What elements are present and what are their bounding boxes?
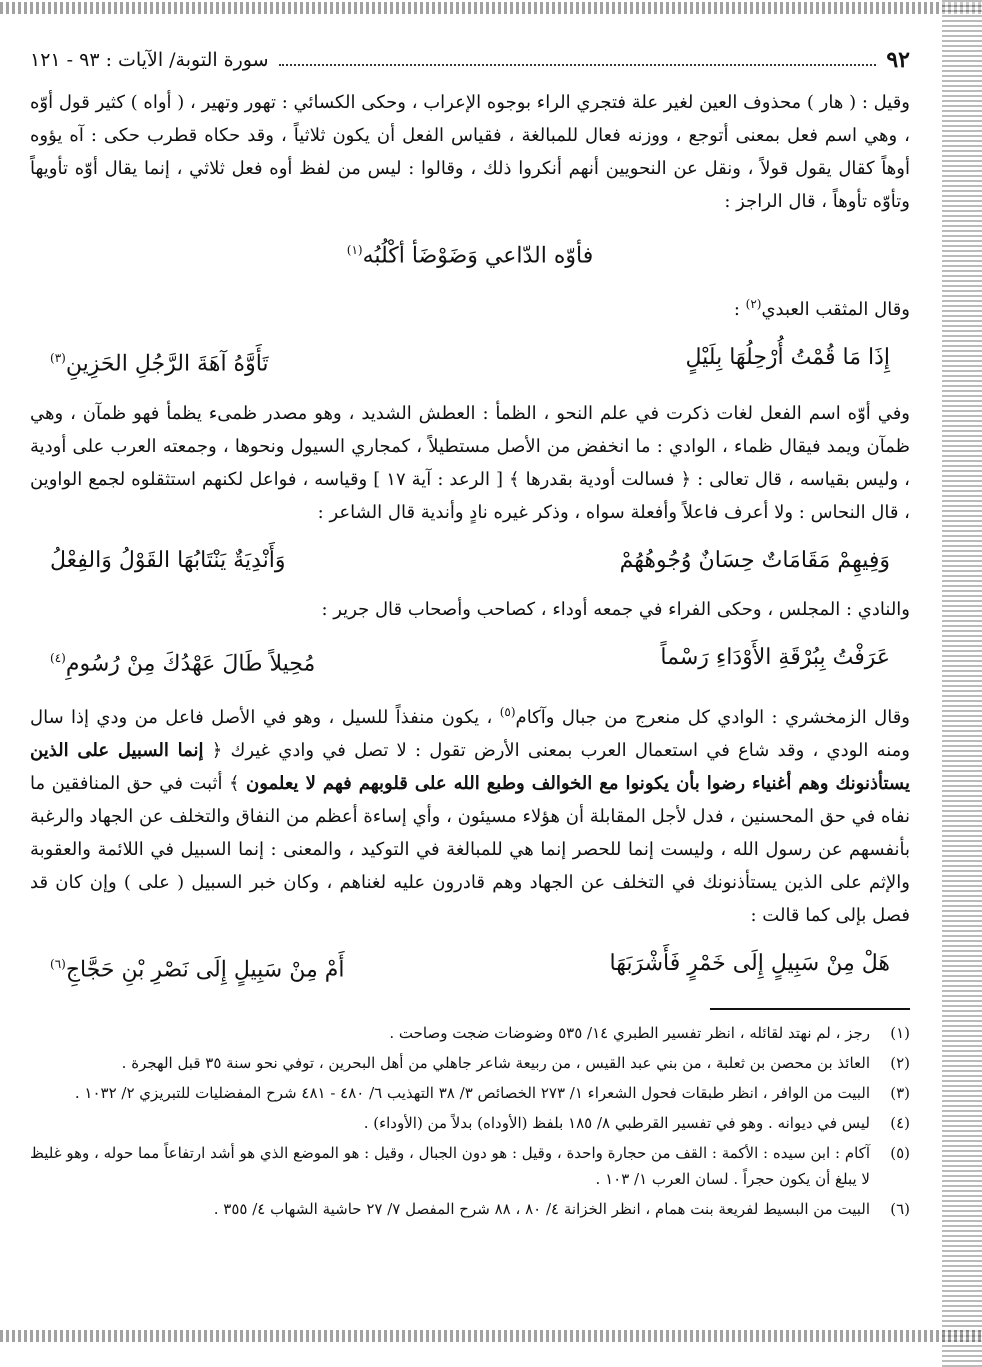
footnote (30, 1140, 910, 1192)
page-number: ٩٢ (886, 47, 910, 73)
footnote (30, 1080, 910, 1106)
footnote-ref-5[interactable]: (٥) (499, 704, 516, 719)
verse-3-second-hemistich: وَأَنْدِيَةٌ يَنْتَابُهَا القَوْلُ وَالفِعْلُ (50, 547, 286, 573)
footnote (30, 1020, 910, 1046)
paragraph-4: والنادي : المجلس ، وحكى الفراء في جمعه أوداء ، كصاحب وأصحاب قال جرير : (321, 598, 910, 620)
footnote-ref-1[interactable]: (١) (346, 243, 363, 257)
footnote (30, 1196, 910, 1222)
footnote-number: (٤) (890, 1114, 910, 1133)
footnote (30, 1050, 910, 1076)
footnote-text: البيت من البسيط لفريعة بنت همام ، انظر الخزانة ٤/ ٨٠ ، ٨٨ شرح المفصل ٧/ ٢٧ حاشية الشهاب ٤/ ٣٥٥ . (213, 1200, 870, 1219)
verse-4-second-hemistich (50, 638, 315, 684)
footnote-ref-3[interactable]: (٣) (50, 351, 66, 366)
verse-5-first-hemistich: هَلْ مِنْ سَبِيلٍ إِلَى خَمْرٍ فَأَشْرَبَهَا (609, 950, 890, 976)
book-page (30, 40, 910, 1330)
page-header (30, 40, 910, 80)
verse-4-first-hemistich: عَرَفْتُ بِبُرْقَةِ الأَوْدَاءِ رَسْماً (660, 644, 890, 670)
paragraph-5-part-b: ، يكون منفذاً للسيل ، وهو في الأصل فاعل من ودي إذا سال ومنه الودي ، وقد شاع في استعمال العرب بمعنى الأرض تقول : لا تصل في وادي غيرك ﴿ (30, 706, 910, 761)
verse-5 (50, 944, 890, 990)
paragraph-3: وفي أوّه اسم الفعل لغات ذكرت في علم النحو ، الظمأ : العطش الشديد ، وهو مصدر ظمىء يظمأ فهو ظمآن ، وهي ظمآن ويمد فيقال ظماء ، الوادي : ما انخفض من الأصل مستطيلاً ، كمجاري السيول ونحوها ، وجمعته العرب على أودية ، وليس بقياسه ، قال تعالى : ﴿ فسالت أودية بقدرها ﴾ [ الرعد : آية ١٧ ] وقياسه ، فواعل لكنهم استثقلوه لجمع الواوين ، قال النحاس : ولا أعرف فاعلاً وأفعلة سواه ، وذكر غيره نادٍ وأندية قال الشاعر : (30, 402, 910, 523)
running-title: سورة التوبة/ الآيات : ٩٣ - ١٢١ (30, 49, 269, 71)
verse-1 (30, 230, 910, 276)
verse-3-first-hemistich: وَفِيهِمْ مَقَامَاتٌ حِسَانٌ وُجُوهُهُمْ (619, 547, 890, 573)
footnote-number: (٢) (890, 1054, 910, 1073)
footnote-number: (٥) (890, 1144, 910, 1163)
footnote-text: آكام : ابن سيده : الأكمة : القف من حجارة واحدة ، وقيل : هو دون الجبال ، وقيل : هو الموضع الذي هو أشد ارتفاعاً مما حوله ، وهو غليظ لا يبلغ أن يكون حجراً . لسان العرب ١/ ١٠٣ . (30, 1144, 870, 1189)
verse-5-second-hemistich (50, 944, 345, 990)
footnote-text: البيت من الوافر ، انظر طبقات فحول الشعراء ١/ ٢٧٣ الخصائص ٣/ ٣٨ التهذيب ٦/ ٤٨٠ - ٤٨١ شرح المفضليات للتبريزي ٢/ ١٠٣٢ . (74, 1084, 870, 1103)
paragraph-2 (30, 288, 910, 326)
verse-2-first-hemistich: إِذَا مَا قُمْتُ أُرْحِلُهَا بِلَيْلٍ (685, 345, 890, 371)
paragraph-2-tail: : (733, 299, 746, 321)
verse-5-second-text: أَمْ مِنْ سَبِيلٍ إِلَى نَصْرِ بْنِ حَجَّاجِ (65, 957, 345, 983)
verse-2 (50, 338, 890, 384)
footnote-ref-4[interactable]: (٤) (50, 650, 66, 665)
verse-2-second-hemistich (50, 338, 269, 384)
footnote-text: العائذ بن محصن بن ثعلبة ، من بني عبد القيس ، من ربيعة شاعر جاهلي من أهل البحرين ، توفي نحو سنة ٣٥ قبل الهجرة . (121, 1054, 870, 1073)
paragraph-5 (30, 696, 910, 932)
quran-verse-bold: إنما السبيل على الذين يستأذنونك وهم أغنياء رضوا بأن يكونوا مع الخوالف وطبع الله على قلوبهم فهم لا يعلمون (30, 739, 910, 794)
footnote-number: (١) (890, 1024, 910, 1043)
top-ornament-border (0, 2, 982, 14)
verse-4-second-text: مُحِيلاً طَالَ عَهْدُكَ مِنْ رُسُومِ (65, 650, 316, 676)
footnote-text: رجز ، لم نهتد لقائله ، انظر تفسير الطبري ١٤/ ٥٣٥ وضوضات ضجت وصاحت . (389, 1024, 870, 1043)
verse-4 (50, 638, 890, 684)
paragraph-5-part-c: ﴾ أثبت في حق المنافقين ما نفاه في حق المحسنين ، فدل لأجل المقابلة أن هؤلاء مسيئون ، وأي إساءة أعظم من النفاق والتخلف عن الجهاد والرغبة بأنفسهم عن رسول الله ، وليست إنما للحصر إنما هي للمبالغة في التوكيد ، والمعنى : إنما السبيل في اللائمة والعقوبة والإثم على الذين يستأذنونك في التخلف عن الجهاد وهم قادرون عليه لغناهم ، وكان خبر السبيل ( على ) وإن كان قد فصل بإلى كما قالت : (30, 772, 910, 926)
footnote-text: ليس في ديوانه . وهو في تفسير القرطبي ٨/ ١٨٥ بلفظ (الأوداه) بدلاً من (الأوداء) . (363, 1114, 870, 1133)
verse-2-second-text: تَأَوَّهُ آهَةَ الرَّجُلِ الحَزِينِ (65, 351, 269, 377)
footnote-number: (٣) (890, 1084, 910, 1103)
footnote-ref-6[interactable]: (٦) (50, 956, 66, 971)
paragraph-2-text: وقال المثقب العبدي (761, 299, 910, 321)
footnote (30, 1110, 910, 1136)
verse-1-text: فأوّه الدّاعي وَضَوْضَأ أكْلُبُه (362, 243, 594, 269)
verse-3 (50, 541, 890, 581)
paragraph-5-part-a: وقال الزمخشري : الوادي كل منعرج من جبال وآكام (515, 706, 910, 728)
footnote-ref-2[interactable]: (٢) (745, 297, 762, 312)
bottom-ornament-border (0, 1330, 982, 1342)
footnote-number: (٦) (890, 1200, 910, 1219)
right-ornament-border (942, 0, 982, 1367)
footnote-separator (710, 1008, 910, 1010)
paragraph-1: وقيل : ( هار ) محذوف العين لغير علة فتجري الراء بوجوه الإعراب ، وحكى الكسائي : تهور وتهير ، ( أواه ) كثير قول أوّه ، وهي اسم فعل بمعنى أتوجع ، ووزنه فعال للمبالغة ، فقياس الفعل أن يكون ثلاثياً ، وقد حكاه قطرب حكى : آه يؤوه أوهاً كقال يقول قولاً ، ونقل عن النحويين أنهم أنكروا ذلك ، وقالوا : ليس من لفظ أوه فعل ثلاثي ، إنما يقال أوّه تأويهاً وتأوّه تأوهاً ، قال الراجز : (30, 92, 910, 212)
header-dotted-leader (279, 54, 877, 66)
footnotes (30, 1020, 910, 1222)
